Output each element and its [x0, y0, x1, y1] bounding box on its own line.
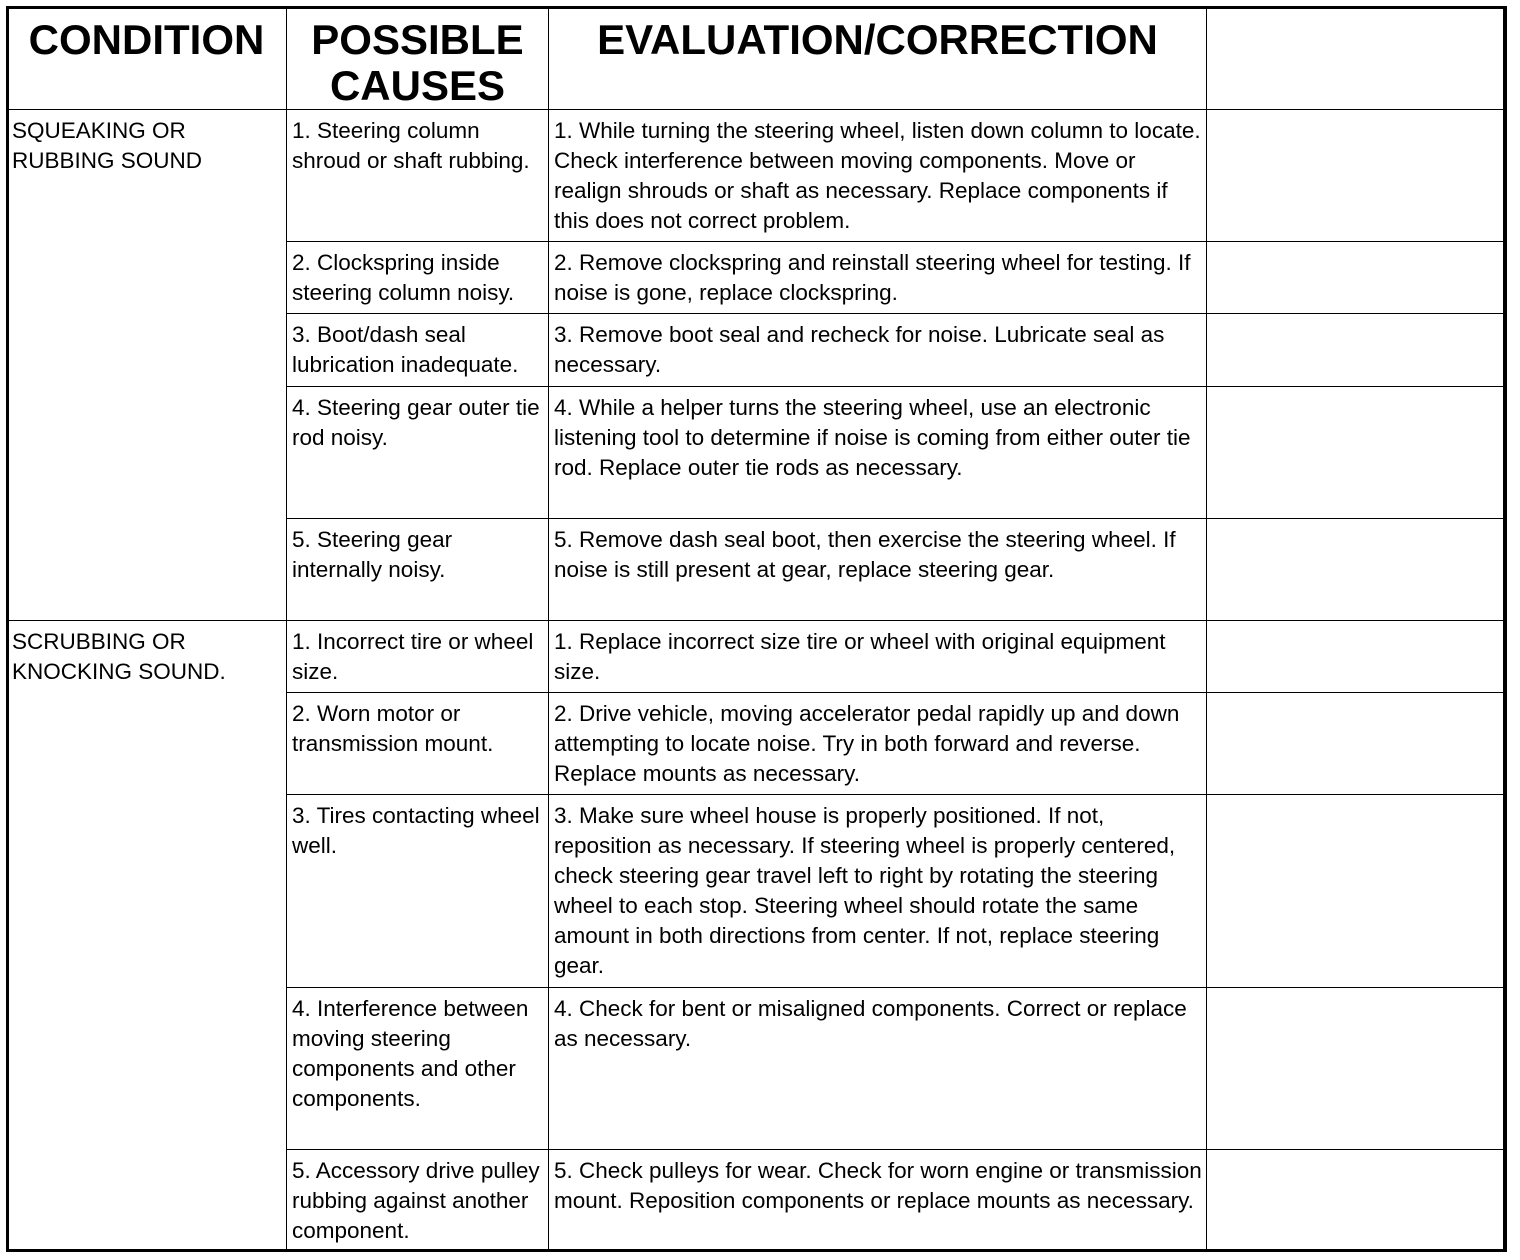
- table-row: [7, 110, 1507, 242]
- cause-cell: 3. Boot/dash seal lubrication inadequate.: [287, 314, 549, 387]
- evaluation-cell: 4. While a helper turns the steering wheel, use an electronic listening tool to determine if noise is coming from either outer tie rod. Replace outer tie rods as necessary.: [549, 387, 1207, 519]
- evaluation-cell: 2. Remove clockspring and reinstall steering wheel for testing. If noise is gone, replace clockspring.: [549, 242, 1207, 314]
- blank-cell: [1207, 1150, 1507, 1252]
- evaluation-cell: 1. While turning the steering wheel, listen down column to locate. Check interference between moving components. Move or realign shrouds or shaft as necessary. Replace components if this does not correct problem.: [549, 110, 1207, 242]
- cause-cell: 5. Steering gear internally noisy.: [287, 519, 549, 621]
- cause-cell: 1. Incorrect tire or wheel size.: [287, 621, 549, 693]
- evaluation-cell: 5. Remove dash seal boot, then exercise the steering wheel. If noise is still present at gear, replace steering gear.: [549, 519, 1207, 621]
- diagnosis-table: [6, 6, 1507, 1252]
- cause-cell: 2. Clockspring inside steering column noisy.: [287, 242, 549, 314]
- evaluation-cell: 3. Remove boot seal and recheck for noise. Lubricate seal as necessary.: [549, 314, 1207, 387]
- header-evaluation-correction: EVALUATION/CORRECTION: [549, 7, 1207, 110]
- header-possible-causes: POSSIBLE CAUSES: [287, 7, 549, 110]
- blank-cell: [1207, 693, 1507, 795]
- cause-cell: 3. Tires contacting wheel well.: [287, 795, 549, 988]
- evaluation-cell: 4. Check for bent or misaligned components. Correct or replace as necessary.: [549, 988, 1207, 1150]
- evaluation-cell: 1. Replace incorrect size tire or wheel with original equipment size.: [549, 621, 1207, 693]
- evaluation-cell: 5. Check pulleys for wear. Check for worn engine or transmission mount. Reposition components or replace mounts as necessary.: [549, 1150, 1207, 1252]
- blank-cell: [1207, 988, 1507, 1150]
- evaluation-cell: 2. Drive vehicle, moving accelerator pedal rapidly up and down attempting to locate noise. Try in both forward and reverse. Replace mounts as necessary.: [549, 693, 1207, 795]
- cause-cell: 2. Worn motor or transmission mount.: [287, 693, 549, 795]
- blank-cell: [1207, 519, 1507, 621]
- cause-cell: 4. Interference between moving steering components and other components.: [287, 988, 549, 1150]
- blank-cell: [1207, 795, 1507, 988]
- header-condition: CONDITION: [7, 7, 287, 110]
- blank-cell: [1207, 387, 1507, 519]
- blank-cell: [1207, 621, 1507, 693]
- cause-cell: 4. Steering gear outer tie rod noisy.: [287, 387, 549, 519]
- table-row: [7, 621, 1507, 693]
- cause-cell: 1. Steering column shroud or shaft rubbing.: [287, 110, 549, 242]
- blank-cell: [1207, 314, 1507, 387]
- cause-cell: 5. Accessory drive pulley rubbing against another component.: [287, 1150, 549, 1252]
- condition-cell: SCRUBBING OR KNOCKING SOUND.: [7, 621, 287, 1252]
- evaluation-cell: 3. Make sure wheel house is properly positioned. If not, reposition as necessary. If steering wheel is properly centered, check steering gear travel left to right by rotating the steering wheel to each stop. Steering wheel should rotate the same amount in both directions from center. If not, replace steering gear.: [549, 795, 1207, 988]
- condition-cell: SQUEAKING OR RUBBING SOUND: [7, 110, 287, 621]
- blank-cell: [1207, 242, 1507, 314]
- blank-cell: [1207, 110, 1507, 242]
- header-row: [7, 7, 1507, 110]
- header-blank: [1207, 7, 1507, 110]
